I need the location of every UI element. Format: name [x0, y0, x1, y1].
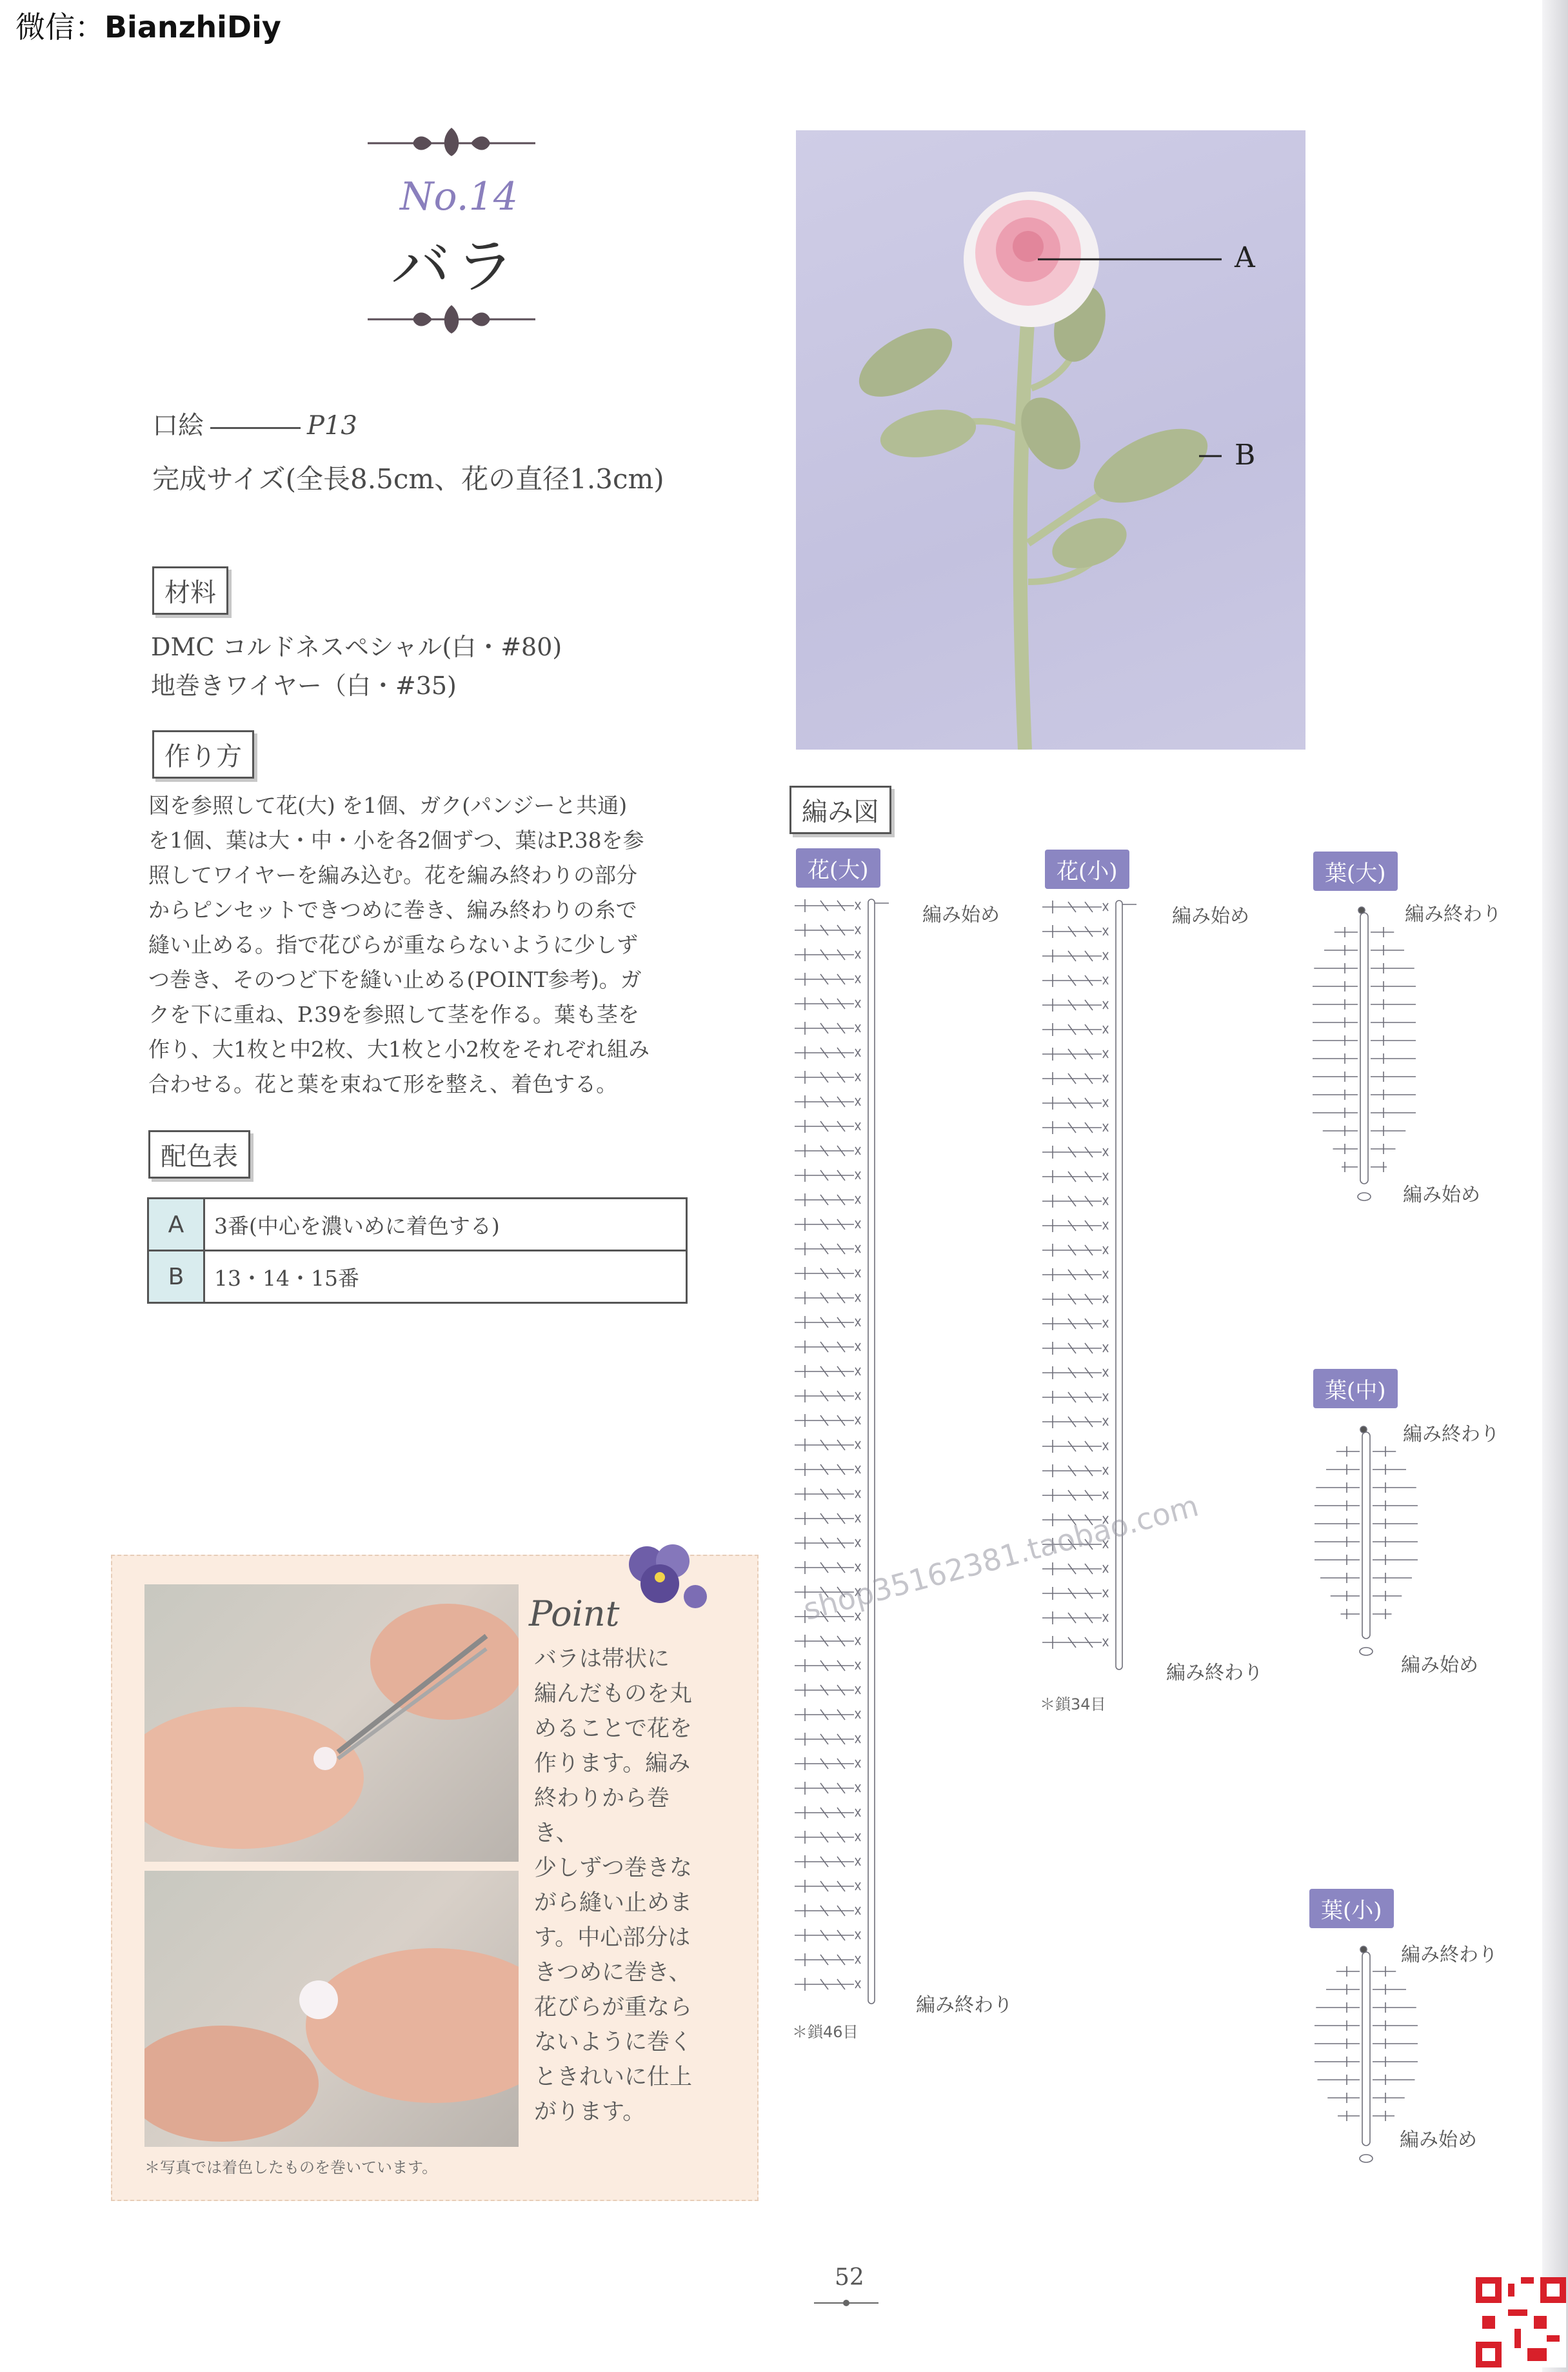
- point-line: めることで花を: [534, 1716, 693, 1742]
- qr-code-icon: [1476, 2277, 1566, 2367]
- diagram-heading: 編み図: [789, 786, 891, 834]
- table-row: [148, 1199, 687, 1251]
- point-line: がります。: [534, 2099, 646, 2125]
- leaf-large-end: 編み終わり: [1405, 903, 1502, 926]
- page-number: 52: [835, 2264, 864, 2291]
- flower-small-label: 花(小): [1045, 850, 1129, 889]
- color-table: [147, 1197, 688, 1304]
- chart-strokes: [795, 899, 889, 2004]
- point-line: 終わりから巻き、: [534, 1786, 670, 1846]
- point-text: [534, 1642, 708, 2129]
- rose-illustration: [796, 130, 1305, 750]
- bottom-ornament: [361, 300, 542, 339]
- leaf-large-label: 葉(大): [1313, 852, 1398, 891]
- method-line: 作り、大1枚と中2枚、大1枚と小2枚をそれぞれ組み: [148, 1037, 650, 1062]
- point-line: す。中心部分は: [534, 1925, 691, 1951]
- point-line: バラは帯状に: [534, 1646, 670, 1672]
- flower-small-end: 編み終わり: [1166, 1662, 1263, 1684]
- flower-large-chart: [792, 897, 889, 2006]
- page-title: バラ: [391, 232, 521, 301]
- method-line: クを下に重ね、P.39を参照して茎を作る。葉も茎を: [148, 1002, 639, 1027]
- leaf-medium-label: 葉(中): [1313, 1369, 1398, 1408]
- chart-strokes: [1313, 907, 1416, 1201]
- rose-photo: [796, 130, 1305, 750]
- tweezers-photo: [144, 1584, 519, 1862]
- leaf-medium-end: 編み終わり: [1403, 1423, 1500, 1446]
- leaf-small-label: 葉(小): [1309, 1889, 1394, 1928]
- rolling-illustration: [144, 1871, 519, 2147]
- materials-heading: 材料: [152, 566, 228, 615]
- point-line: 少しずつ巻きな: [534, 1855, 693, 1881]
- flower-large-note: ＊鎖46目: [792, 2023, 858, 2041]
- method-line: からピンセットできつめに巻き、編み終わりの糸で: [148, 897, 637, 922]
- material-line: DMC コルドネスペシャル(白・#80): [151, 633, 562, 661]
- point-caption: ＊写真では着色したものを巻いています。: [144, 2158, 438, 2177]
- leaf-large-start: 編み始め: [1403, 1184, 1480, 1206]
- leaf-small-end: 編み終わり: [1401, 1944, 1498, 1966]
- point-line: がら縫い止めま: [534, 1890, 693, 1916]
- method-text: [148, 788, 697, 1102]
- point-line: ないように巻く: [534, 2029, 693, 2055]
- material-line: 地巻きワイヤー（白・#35): [151, 672, 457, 700]
- leaf-medium-chart: [1302, 1419, 1431, 1664]
- method-line: 照してワイヤーを編み込む。花を編み終わりの部分: [148, 862, 638, 888]
- photo-label-b: B: [1235, 439, 1256, 472]
- leaf-large-chart: [1296, 900, 1432, 1210]
- flower-large-start: 編み始め: [922, 904, 1000, 926]
- point-line: きつめに巻き、: [534, 1960, 691, 1986]
- method-line: 縫い止める。指で花びらが重ならないように少しず: [148, 932, 638, 957]
- header-label: 微信：BianzhiDiy: [15, 10, 281, 45]
- pattern-number: No.14: [400, 174, 518, 219]
- point-line: ときれいに仕上: [534, 2064, 693, 2090]
- top-ornament: [361, 123, 542, 161]
- rolling-photo: [144, 1871, 519, 2147]
- leaf-medium-start: 編み始め: [1401, 1654, 1478, 1677]
- point-title: Point: [529, 1593, 620, 1634]
- page-edge-shadow: [1542, 0, 1568, 2372]
- flower-small-start: 編み始め: [1172, 905, 1249, 928]
- color-key: A: [148, 1199, 204, 1251]
- pansy-icon: [618, 1542, 715, 1613]
- point-line: 作ります。編み: [534, 1751, 691, 1777]
- method-line: 合わせる。花と葉を束ねて形を整え、着色する。: [148, 1071, 618, 1097]
- method-line: つ巻き、そのつど下を縫い止める(POINT参考)。ガ: [148, 967, 642, 992]
- watermark: shop35162381.taobao.com: [800, 1488, 1202, 1628]
- point-line: 編んだものを丸: [534, 1681, 693, 1707]
- color-value: 13・14・15番: [204, 1251, 687, 1303]
- finished-size: 完成サイズ(全長8.5cm、花の直径1.3cm): [152, 463, 664, 495]
- color-table-heading: 配色表: [148, 1130, 250, 1179]
- photo-label-a: A: [1235, 241, 1255, 274]
- method-heading: 作り方: [152, 730, 254, 779]
- method-line: 図を参照して花(大) を1個、ガク(パンジーと共通): [148, 793, 628, 818]
- point-line: 花びらが重なら: [534, 1995, 693, 2020]
- leaf-small-start: 編み始め: [1400, 2129, 1477, 2151]
- flower-small-note: ＊鎖34目: [1040, 1695, 1106, 1713]
- tweezers-illustration: [144, 1584, 519, 1862]
- flower-large-end: 編み終わり: [916, 1994, 1013, 2017]
- frontispiece-ref: 口絵 P13: [152, 411, 357, 441]
- flower-large-label: 花(大): [796, 848, 880, 888]
- chart-strokes: [1315, 1426, 1418, 1655]
- table-row: [148, 1251, 687, 1303]
- page-ornament: [814, 2297, 878, 2309]
- color-key: B: [148, 1251, 204, 1303]
- color-value: 3番(中心を濃いめに着色する): [204, 1199, 687, 1251]
- method-line: を1個、葉は大・中・小を各2個ずつ、葉はP.38を参: [148, 828, 644, 853]
